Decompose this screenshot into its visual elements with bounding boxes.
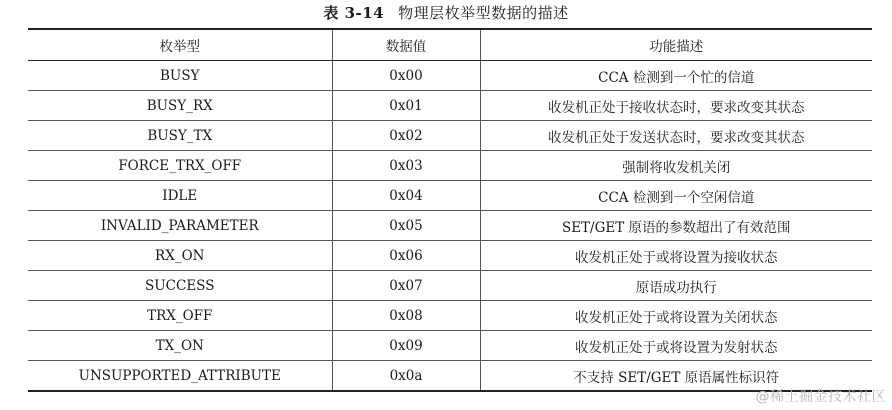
table-row — [28, 61, 872, 91]
table-row — [28, 331, 872, 361]
table-row — [28, 241, 872, 271]
enum-name-cell: IDLE — [28, 181, 332, 211]
enum-name-cell: BUSY_RX — [28, 91, 332, 121]
table-caption — [0, 0, 892, 28]
table-title: 物理层枚举型数据的描述 — [398, 4, 569, 22]
watermark: @稀土掘金技术社区 — [755, 389, 886, 405]
description-cell: 收发机正处于或将设置为接收状态 — [480, 241, 872, 271]
value-cell: 0x08 — [332, 301, 480, 331]
value-cell: 0x00 — [332, 61, 480, 91]
table-row — [28, 361, 872, 392]
enum-name-cell: INVALID_PARAMETER — [28, 211, 332, 241]
table-row — [28, 151, 872, 181]
table-row — [28, 271, 872, 301]
value-cell: 0x03 — [332, 151, 480, 181]
enum-name-cell: TRX_OFF — [28, 301, 332, 331]
description-cell: 不支持 SET/GET 原语属性标识符 — [480, 361, 872, 392]
description-cell: 收发机正处于或将设置为发射状态 — [480, 331, 872, 361]
description-cell: 收发机正处于或将设置为关闭状态 — [480, 301, 872, 331]
description-cell: 强制将收发机关闭 — [480, 151, 872, 181]
description-cell: 原语成功执行 — [480, 271, 872, 301]
description-cell: SET/GET 原语的参数超出了有效范围 — [480, 211, 872, 241]
header-enum-type: 枚举型 — [28, 29, 332, 61]
value-cell: 0x0a — [332, 361, 480, 392]
table-row — [28, 181, 872, 211]
table-row — [28, 301, 872, 331]
enum-name-cell: BUSY_TX — [28, 121, 332, 151]
enum-name-cell: RX_ON — [28, 241, 332, 271]
enum-name-cell: TX_ON — [28, 331, 332, 361]
header-row — [28, 29, 872, 61]
header-data-value: 数据值 — [332, 29, 480, 61]
value-cell: 0x07 — [332, 271, 480, 301]
value-cell: 0x06 — [332, 241, 480, 271]
description-cell: 收发机正处于发送状态时，要求改变其状态 — [480, 121, 872, 151]
enum-name-cell: BUSY — [28, 61, 332, 91]
description-cell: 收发机正处于接收状态时，要求改变其状态 — [480, 91, 872, 121]
value-cell: 0x04 — [332, 181, 480, 211]
table-row — [28, 91, 872, 121]
value-cell: 0x05 — [332, 211, 480, 241]
header-description: 功能描述 — [480, 29, 872, 61]
value-cell: 0x02 — [332, 121, 480, 151]
table-number: 表 3-14 — [323, 4, 385, 22]
enum-table — [28, 28, 872, 392]
table-row — [28, 121, 872, 151]
description-cell: CCA 检测到一个空闲信道 — [480, 181, 872, 211]
value-cell: 0x01 — [332, 91, 480, 121]
enum-name-cell: FORCE_TRX_OFF — [28, 151, 332, 181]
description-cell: CCA 检测到一个忙的信道 — [480, 61, 872, 91]
enum-name-cell: SUCCESS — [28, 271, 332, 301]
table-row — [28, 211, 872, 241]
enum-name-cell: UNSUPPORTED_ATTRIBUTE — [28, 361, 332, 392]
value-cell: 0x09 — [332, 331, 480, 361]
